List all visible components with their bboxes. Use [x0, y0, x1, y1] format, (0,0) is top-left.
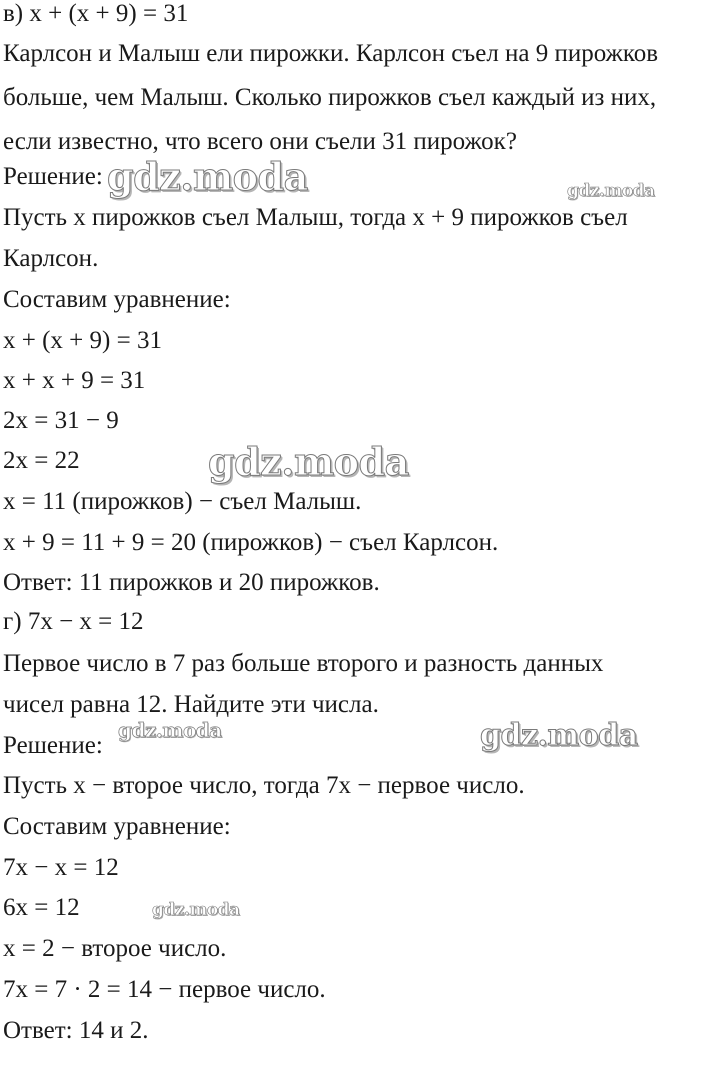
solution-v-line-1: Пусть x пирожков съел Малыш, тогда x + 9 пирожков съел — [3, 204, 628, 231]
part-g-equation: г) 7x − x = 12 — [3, 608, 144, 635]
problem-v-text-line-1: Карлсон и Малыш ели пирожки. Карлсон съел на 9 пирожков — [3, 40, 659, 67]
problem-g-text-line-1: Первое число в 7 раз больше второго и разность данных — [3, 650, 604, 677]
problem-v-text-line-2: больше, чем Малыш. Сколько пирожков съел каждый из них, — [3, 84, 657, 111]
watermark-1: gdz.moda — [107, 154, 308, 199]
solution-v-heading: Решение: — [3, 163, 103, 190]
solution-g-step-2: 6x = 12 — [3, 894, 80, 921]
solution-v-step-6: x + 9 = 11 + 9 = 20 (пирожков) − съел Карлсон. — [3, 529, 499, 556]
watermark-3: gdz.moda — [208, 439, 409, 484]
solution-v-step-3: 2x = 31 − 9 — [3, 407, 119, 434]
answer-v: Ответ: 11 пирожков и 20 пирожков. — [3, 569, 380, 596]
solution-g-equation-intro: Составим уравнение: — [3, 813, 231, 840]
solution-v-step-1: x + (x + 9) = 31 — [3, 327, 162, 354]
problem-g-text-line-2: чисел равна 12. Найдите эти числа. — [3, 691, 379, 718]
solution-v-equation-intro: Составим уравнение: — [3, 286, 231, 313]
answer-g: Ответ: 14 и 2. — [3, 1017, 149, 1044]
solution-g-step-1: 7x − x = 12 — [3, 854, 119, 881]
solution-g-step-4: 7x = 7 · 2 = 14 − первое число. — [3, 976, 326, 1003]
problem-v-text-line-3: если известно, что всего они съели 31 пирожок? — [3, 128, 517, 155]
solution-v-line-2: Карлсон. — [3, 245, 99, 272]
watermark-2: gdz.moda — [567, 181, 655, 201]
solution-g-step-3: x = 2 − второе число. — [3, 935, 227, 962]
watermark-5: gdz.moda — [480, 718, 638, 753]
watermark-6: gdz.moda — [152, 900, 240, 920]
watermark-4: gdz.moda — [118, 718, 222, 742]
solution-g-line-1: Пусть x − второе число, тогда 7x − первое число. — [3, 772, 525, 799]
part-v-equation: в) x + (x + 9) = 31 — [3, 0, 189, 27]
solution-g-heading: Решение: — [3, 732, 103, 759]
solution-v-step-4: 2x = 22 — [3, 447, 80, 474]
solution-v-step-5: x = 11 (пирожков) − съел Малыш. — [3, 488, 362, 515]
solution-v-step-2: x + x + 9 = 31 — [3, 367, 146, 394]
